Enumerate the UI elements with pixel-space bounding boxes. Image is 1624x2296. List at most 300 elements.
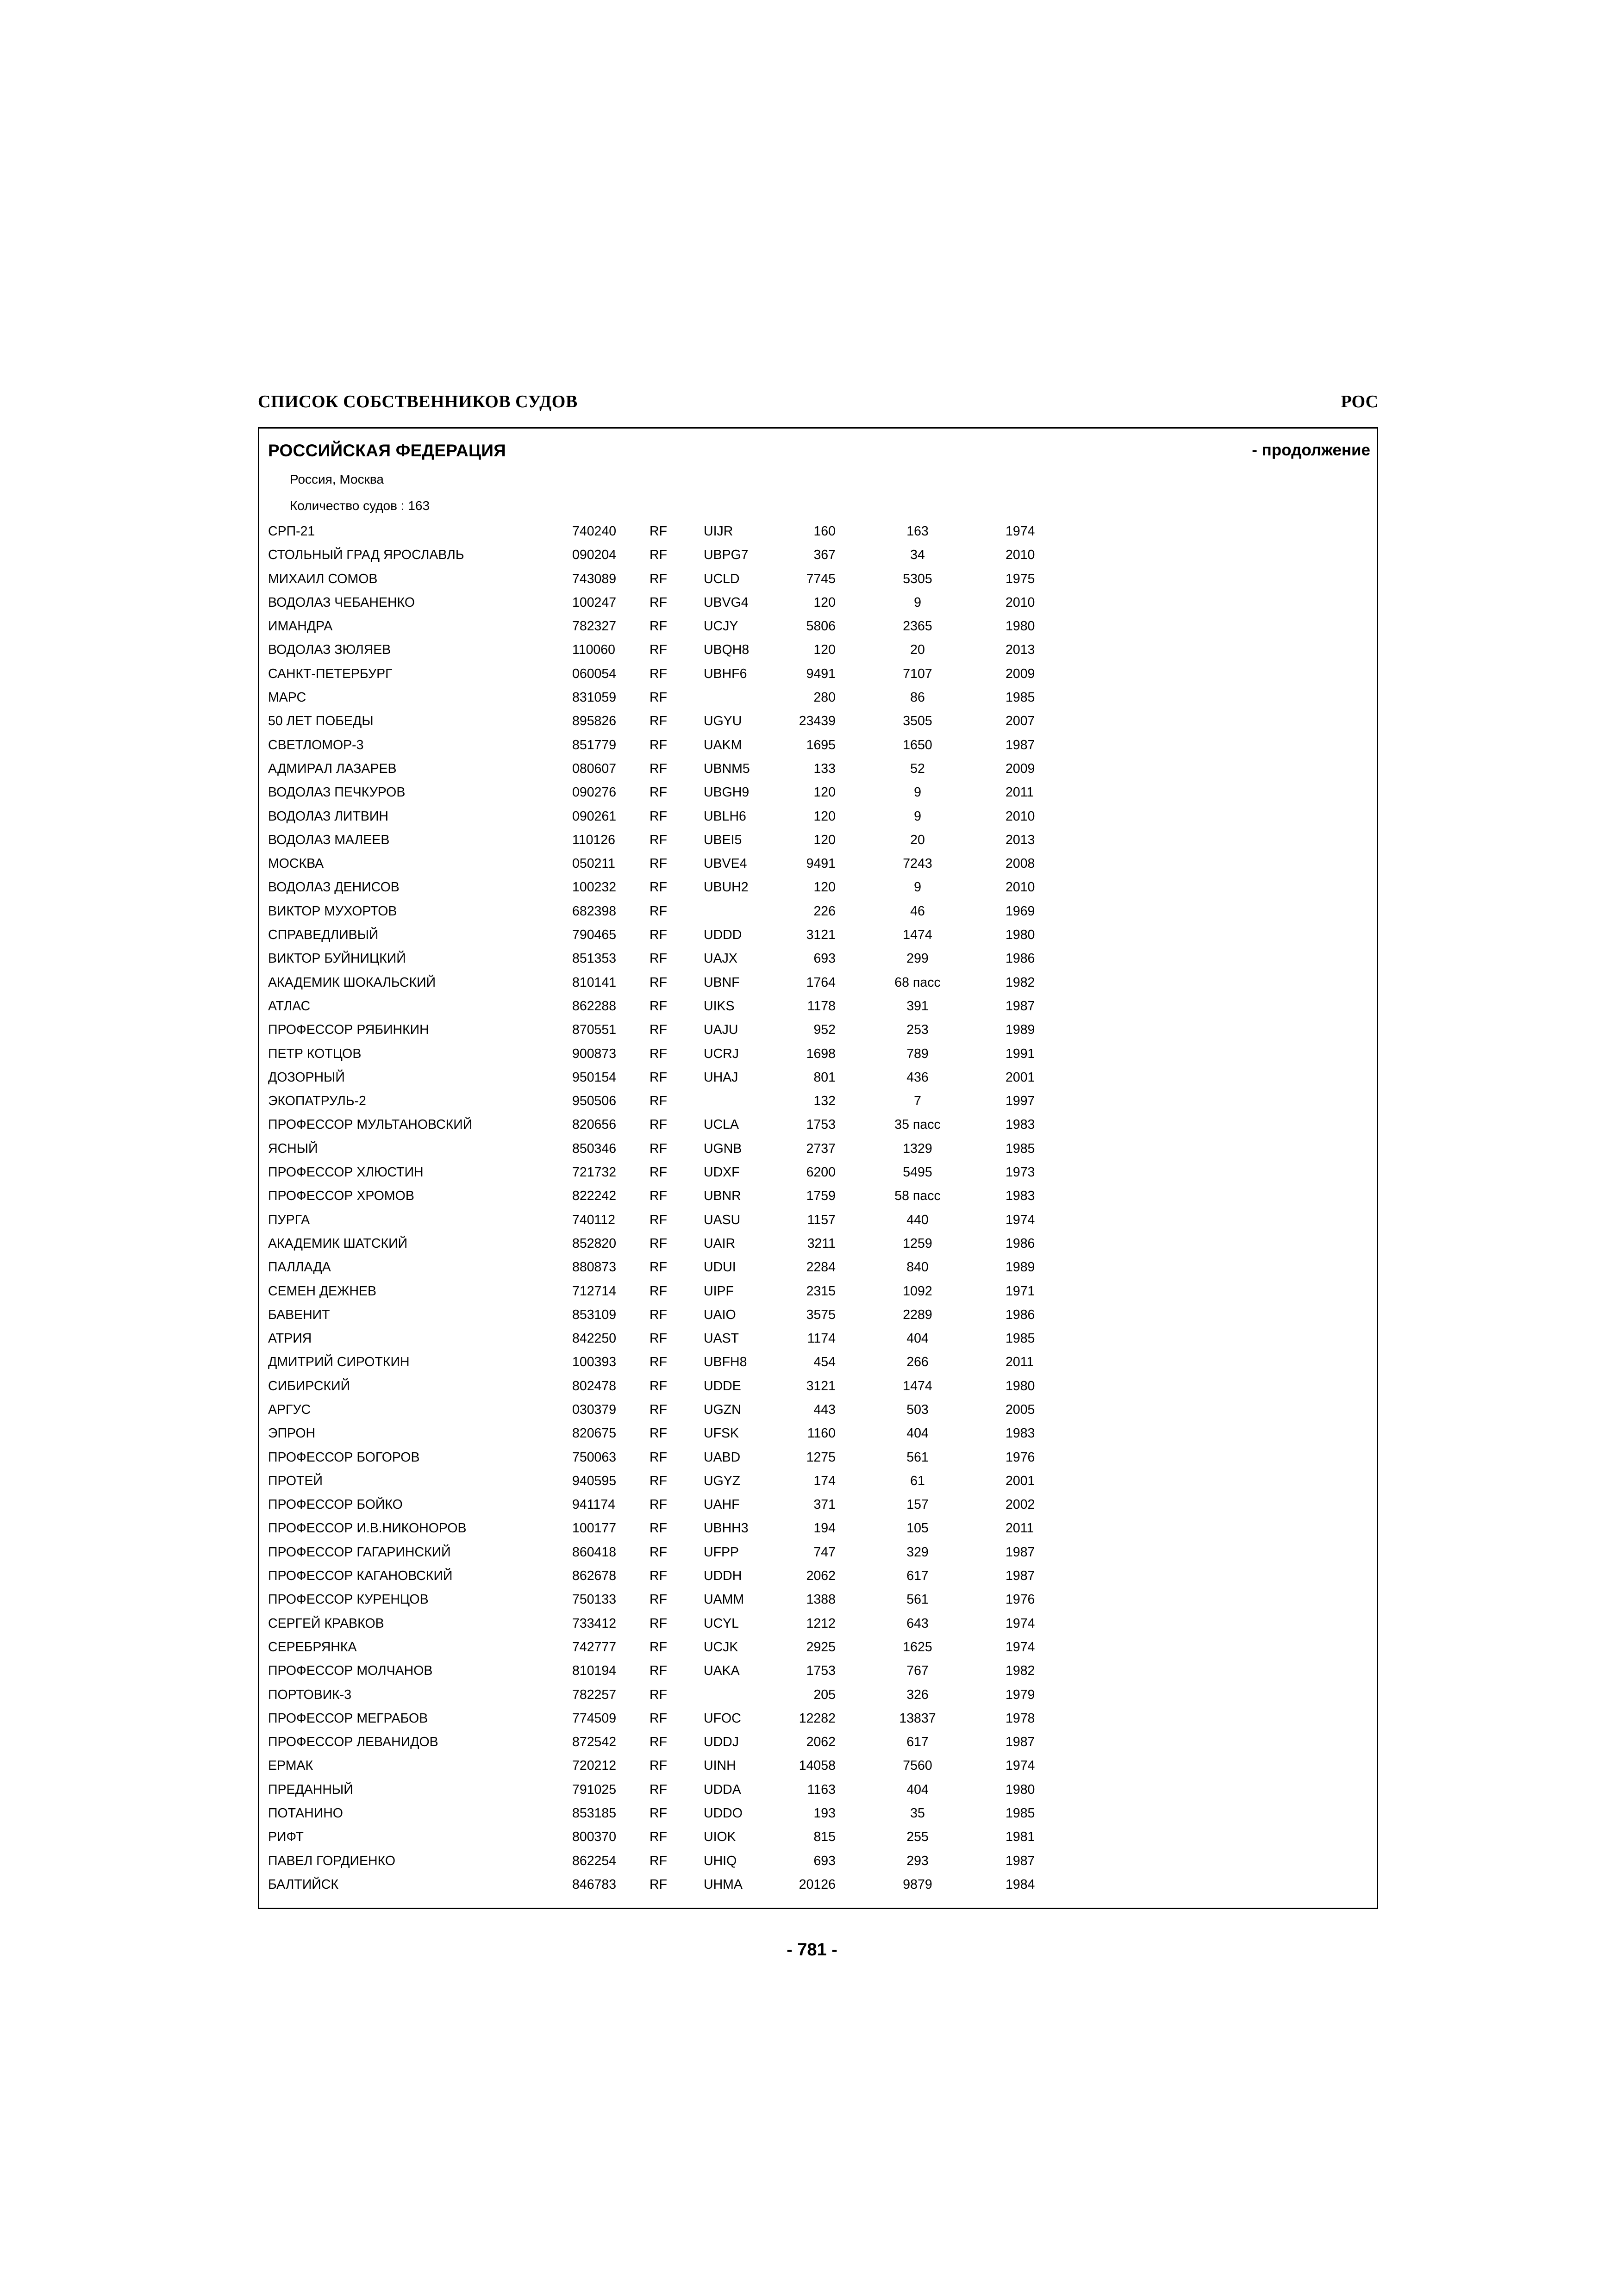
vessel-year: 1985: [1006, 690, 1035, 705]
vessel-name: ПУРГА: [268, 1212, 310, 1227]
vessel-deadweight: 86: [910, 690, 925, 705]
vessel-year: 2011: [1006, 1521, 1034, 1536]
vessel-call-sign: UFPP: [704, 1544, 739, 1560]
vessel-flag: RF: [650, 903, 667, 919]
vessel-number: 846783: [572, 1877, 617, 1892]
vessel-call-sign: UDUI: [704, 1260, 736, 1275]
vessel-flag: RF: [650, 619, 667, 634]
vessel-deadweight: 1474: [903, 1378, 932, 1394]
vessel-call-sign: UBNM5: [704, 761, 750, 776]
vessel-name: РИФТ: [268, 1829, 304, 1845]
table-row: [259, 619, 1377, 642]
vessel-name: МИХАИЛ СОМОВ: [268, 571, 378, 586]
vessel-gross-tonnage: 120: [813, 642, 836, 658]
vessel-number: 950154: [572, 1070, 617, 1085]
table-row: [259, 1117, 1377, 1141]
vessel-name: АТЛАС: [268, 998, 311, 1014]
vessel-name: ПРОФЕССОР ЛЕВАНИДОВ: [268, 1735, 438, 1750]
vessel-flag: RF: [650, 1283, 667, 1299]
vessel-deadweight: 7: [914, 1094, 921, 1109]
vessel-deadweight: 1625: [903, 1639, 932, 1655]
vessel-number: 853185: [572, 1806, 617, 1821]
vessel-number: 100393: [572, 1355, 617, 1370]
vessel-year: 2001: [1006, 1070, 1035, 1085]
vessel-gross-tonnage: 160: [813, 524, 836, 539]
vessel-call-sign: UBVE4: [704, 856, 747, 871]
country-heading: РОССИЙСКАЯ ФЕДЕРАЦИЯ: [268, 441, 506, 460]
vessel-number: 895826: [572, 714, 617, 729]
vessel-number: 900873: [572, 1046, 617, 1061]
vessel-call-sign: UCLA: [704, 1117, 739, 1132]
table-row: [259, 927, 1377, 951]
vessel-name: ПРОФЕССОР КАГАНОВСКИЙ: [268, 1568, 453, 1584]
table-row: [259, 524, 1377, 548]
vessel-number: 720212: [572, 1758, 617, 1773]
vessel-number: 100177: [572, 1521, 617, 1536]
vessel-name: СЕРЕБРЯНКА: [268, 1639, 357, 1655]
page-header: [258, 392, 1378, 419]
vessel-number: 100232: [572, 880, 617, 895]
vessel-gross-tonnage: 280: [813, 690, 836, 705]
vessel-name: ПРОФЕССОР БОЙКО: [268, 1497, 403, 1512]
vessel-year: 1980: [1006, 1782, 1035, 1797]
vessel-number: 850346: [572, 1141, 617, 1156]
vessel-flag: RF: [650, 1521, 667, 1536]
vessel-gross-tonnage: 194: [813, 1521, 836, 1536]
vessel-flag: RF: [650, 1188, 667, 1204]
vessel-deadweight: 329: [906, 1544, 929, 1560]
vessel-gross-tonnage: 6200: [806, 1165, 836, 1180]
table-row: [259, 1829, 1377, 1853]
vessel-gross-tonnage: 120: [813, 595, 836, 610]
vessel-call-sign: UBPG7: [704, 548, 749, 563]
vessel-year: 2008: [1006, 856, 1035, 871]
vessel-number: 842250: [572, 1331, 617, 1346]
vessel-gross-tonnage: 1753: [806, 1117, 836, 1132]
vessel-name: ЯСНЫЙ: [268, 1141, 318, 1156]
vessel-call-sign: UABD: [704, 1450, 741, 1465]
vessel-deadweight: 440: [906, 1212, 929, 1227]
vessel-flag: RF: [650, 1307, 667, 1322]
vessel-gross-tonnage: 174: [813, 1473, 836, 1488]
vessel-gross-tonnage: 133: [813, 761, 836, 776]
vessel-deadweight: 61: [910, 1473, 925, 1488]
vessel-number: 860418: [572, 1544, 617, 1560]
vessel-name: ВОДОЛАЗ ДЕНИСОВ: [268, 880, 400, 895]
vessel-year: 1987: [1006, 1568, 1035, 1584]
table-row: [259, 690, 1377, 714]
vessel-year: 1981: [1006, 1829, 1035, 1845]
vessel-year: 1980: [1006, 619, 1035, 634]
vessel-gross-tonnage: 1698: [806, 1046, 836, 1061]
vessel-gross-tonnage: 120: [813, 880, 836, 895]
vessel-gross-tonnage: 205: [813, 1687, 836, 1702]
vessel-call-sign: UBQH8: [704, 642, 750, 658]
vessel-number: 810141: [572, 975, 617, 990]
vessel-year: 2010: [1006, 548, 1035, 563]
vessel-flag: RF: [650, 1355, 667, 1370]
vessel-deadweight: 1474: [903, 927, 932, 943]
table-row: [259, 1497, 1377, 1521]
vessel-gross-tonnage: 23439: [799, 714, 836, 729]
vessel-call-sign: UBVG4: [704, 595, 749, 610]
vessel-gross-tonnage: 952: [813, 1022, 836, 1038]
table-row: [259, 1474, 1377, 1497]
table-row: [259, 1307, 1377, 1331]
vessel-call-sign: UHMA: [704, 1877, 743, 1892]
vessel-call-sign: UCRJ: [704, 1046, 739, 1061]
vessel-gross-tonnage: 801: [813, 1070, 836, 1085]
table-row: [259, 1735, 1377, 1758]
table-row: [259, 572, 1377, 595]
vessel-call-sign: UBNR: [704, 1188, 741, 1204]
vessel-gross-tonnage: 7745: [806, 571, 836, 586]
vessel-year: 2001: [1006, 1473, 1035, 1488]
vessel-year: 1987: [1006, 998, 1035, 1014]
vessel-number: 750063: [572, 1450, 617, 1465]
vessel-number: 782327: [572, 619, 617, 634]
vessel-name: СЕМЕН ДЕЖНЕВ: [268, 1283, 377, 1299]
vessel-number: 862254: [572, 1853, 617, 1868]
vessel-year: 1974: [1006, 1616, 1035, 1631]
vessel-year: 1980: [1006, 1378, 1035, 1394]
vessel-flag: RF: [650, 1378, 667, 1394]
vessel-name: ВОДОЛАЗ ЗЮЛЯЕВ: [268, 642, 391, 658]
vessel-gross-tonnage: 1753: [806, 1663, 836, 1679]
vessel-flag: RF: [650, 524, 667, 539]
vessel-call-sign: UBHF6: [704, 666, 747, 681]
vessel-number: 110126: [572, 832, 615, 847]
vessel-year: 1979: [1006, 1687, 1035, 1702]
vessel-flag: RF: [650, 1331, 667, 1346]
vessel-number: 880873: [572, 1260, 617, 1275]
vessel-gross-tonnage: 1160: [807, 1426, 836, 1441]
vessel-number: 774509: [572, 1711, 617, 1726]
vessel-name: ВОДОЛАЗ ЧЕБАНЕНКО: [268, 595, 415, 610]
vessel-gross-tonnage: 5806: [806, 619, 836, 634]
vessel-number: 950506: [572, 1094, 617, 1109]
vessel-gross-tonnage: 120: [813, 832, 836, 847]
vessel-flag: RF: [650, 1260, 667, 1275]
vessel-number: 851779: [572, 737, 617, 753]
table-row: [259, 951, 1377, 975]
vessel-gross-tonnage: 2737: [806, 1141, 836, 1156]
vessel-flag: RF: [650, 1117, 667, 1132]
table-row: [259, 1022, 1377, 1046]
table-row: [259, 1284, 1377, 1307]
vessel-deadweight: 326: [906, 1687, 929, 1702]
vessel-deadweight: 7243: [903, 856, 932, 871]
vessel-flag: RF: [650, 951, 667, 966]
vessel-gross-tonnage: 120: [813, 785, 836, 800]
vessel-flag: RF: [650, 1592, 667, 1607]
vessel-flag: RF: [650, 1735, 667, 1750]
table-row: [259, 1355, 1377, 1378]
table-row: [259, 1426, 1377, 1450]
vessel-call-sign: UAHF: [704, 1497, 740, 1512]
vessel-year: 1987: [1006, 1853, 1035, 1868]
vessel-name: БАЛТИЙСК: [268, 1877, 338, 1892]
vessel-year: 2011: [1006, 1355, 1034, 1370]
document-title: СПИСОК СОБСТВЕННИКОВ СУДОВ: [258, 392, 578, 411]
vessel-flag: RF: [650, 1853, 667, 1868]
vessel-call-sign: UAST: [704, 1331, 739, 1346]
owner-listing-frame: [258, 427, 1378, 1909]
vessel-year: 1974: [1006, 1639, 1035, 1655]
vessel-gross-tonnage: 3121: [806, 927, 836, 943]
vessel-name: ВИКТОР БУЙНИЦКИЙ: [268, 951, 406, 966]
vessel-year: 2011: [1006, 785, 1034, 800]
vessel-year: 1989: [1006, 1260, 1035, 1275]
vessel-number: 743089: [572, 571, 617, 586]
vessel-deadweight: 1650: [903, 737, 932, 753]
vessel-year: 1983: [1006, 1426, 1035, 1441]
vessel-year: 1985: [1006, 1331, 1035, 1346]
vessel-call-sign: UFOC: [704, 1711, 741, 1726]
vessel-deadweight: 20: [910, 832, 925, 847]
vessel-gross-tonnage: 1174: [807, 1331, 836, 1346]
vessel-flag: RF: [650, 1544, 667, 1560]
table-row: [259, 1687, 1377, 1711]
vessel-deadweight: 293: [906, 1853, 929, 1868]
table-row: [259, 761, 1377, 785]
vessel-name: ПЕТР КОТЦОВ: [268, 1046, 362, 1061]
vessel-name: АТРИЯ: [268, 1331, 312, 1346]
vessel-number: 721732: [572, 1165, 617, 1180]
vessel-deadweight: 1092: [903, 1283, 932, 1299]
vessel-name: СПРАВЕДЛИВЫЙ: [268, 927, 379, 943]
vessel-flag: RF: [650, 642, 667, 658]
vessel-deadweight: 34: [910, 548, 925, 563]
vessel-gross-tonnage: 9491: [806, 856, 836, 871]
vessel-deadweight: 253: [906, 1022, 929, 1038]
table-row: [259, 1877, 1377, 1901]
table-row: [259, 1450, 1377, 1474]
vessel-number: 090204: [572, 548, 617, 563]
vessel-count: Количество судов : 163: [290, 498, 430, 513]
vessel-call-sign: UIPF: [704, 1283, 734, 1299]
vessel-gross-tonnage: 371: [813, 1497, 836, 1512]
vessel-name: ПРЕДАННЫЙ: [268, 1782, 353, 1797]
table-row: [259, 999, 1377, 1022]
vessel-deadweight: 299: [906, 951, 929, 966]
vessel-deadweight: 7560: [903, 1758, 932, 1773]
vessel-name: СТОЛЬНЫЙ ГРАД ЯРОСЛАВЛЬ: [268, 548, 464, 563]
vessel-deadweight: 157: [906, 1497, 929, 1512]
vessel-name: ПРОФЕССОР РЯБИНКИН: [268, 1022, 429, 1038]
vessel-call-sign: UGYU: [704, 714, 742, 729]
vessel-deadweight: 1259: [903, 1236, 932, 1251]
table-row: [259, 975, 1377, 999]
table-row: [259, 595, 1377, 619]
vessel-gross-tonnage: 3575: [806, 1307, 836, 1322]
table-row: [259, 809, 1377, 833]
vessel-number: 853109: [572, 1307, 617, 1322]
vessel-deadweight: 617: [906, 1568, 929, 1584]
vessel-flag: RF: [650, 666, 667, 681]
table-row: [259, 1070, 1377, 1094]
vessel-number: 750133: [572, 1592, 617, 1607]
table-row: [259, 1165, 1377, 1188]
vessel-year: 2010: [1006, 880, 1035, 895]
vessel-deadweight: 35 пасс: [894, 1117, 941, 1132]
vessel-call-sign: UDDH: [704, 1568, 742, 1584]
vessel-deadweight: 105: [906, 1521, 929, 1536]
vessel-call-sign: UIKS: [704, 998, 735, 1014]
vessel-call-sign: UDDJ: [704, 1735, 739, 1750]
vessel-number: 682398: [572, 903, 617, 919]
vessel-deadweight: 9: [914, 880, 921, 895]
vessel-call-sign: UBFH8: [704, 1355, 747, 1370]
vessel-number: 941174: [572, 1497, 615, 1512]
vessel-call-sign: UCYL: [704, 1616, 739, 1631]
vessel-flag: RF: [650, 1094, 667, 1109]
vessel-number: 060054: [572, 666, 617, 681]
vessel-year: 2002: [1006, 1497, 1035, 1512]
vessel-flag: RF: [650, 1402, 667, 1417]
vessel-number: 872542: [572, 1735, 617, 1750]
vessel-number: 810194: [572, 1663, 617, 1679]
vessel-deadweight: 46: [910, 903, 925, 919]
vessel-name: ЕРМАК: [268, 1758, 313, 1773]
vessel-flag: RF: [650, 1426, 667, 1441]
vessel-call-sign: UASU: [704, 1212, 741, 1227]
vessel-flag: RF: [650, 1236, 667, 1251]
vessel-year: 2013: [1006, 832, 1035, 847]
vessel-name: АРГУС: [268, 1402, 311, 1417]
vessel-gross-tonnage: 747: [813, 1544, 836, 1560]
vessel-deadweight: 503: [906, 1402, 929, 1417]
table-row: [259, 856, 1377, 880]
table-row: [259, 1663, 1377, 1687]
vessel-call-sign: UCJK: [704, 1639, 738, 1655]
vessel-name: СВЕТЛОМОР-3: [268, 737, 364, 753]
vessel-year: 2009: [1006, 761, 1035, 776]
vessel-gross-tonnage: 3121: [806, 1378, 836, 1394]
vessel-call-sign: UBLH6: [704, 809, 746, 824]
vessel-gross-tonnage: 132: [813, 1094, 836, 1109]
vessel-number: 820656: [572, 1117, 617, 1132]
vessel-name: ИМАНДРА: [268, 619, 333, 634]
vessel-flag: RF: [650, 1450, 667, 1465]
vessel-deadweight: 163: [906, 524, 929, 539]
vessel-deadweight: 9: [914, 809, 921, 824]
table-row: [259, 1236, 1377, 1260]
table-row: [259, 1806, 1377, 1829]
vessel-year: 1969: [1006, 903, 1035, 919]
vessel-number: 110060: [572, 642, 615, 658]
vessel-deadweight: 35: [910, 1806, 925, 1821]
table-row: [259, 1545, 1377, 1568]
vessel-flag: RF: [650, 1877, 667, 1892]
vessel-deadweight: 617: [906, 1735, 929, 1750]
vessel-flag: RF: [650, 785, 667, 800]
vessel-year: 2010: [1006, 809, 1035, 824]
vessel-number: 740240: [572, 524, 617, 539]
vessel-call-sign: UAKA: [704, 1663, 740, 1679]
vessel-name: АКАДЕМИК ШАТСКИЙ: [268, 1236, 408, 1251]
vessel-flag: RF: [650, 1212, 667, 1227]
vessel-gross-tonnage: 2284: [806, 1260, 836, 1275]
table-row: [259, 1213, 1377, 1236]
table-row: [259, 1402, 1377, 1426]
table-row: [259, 904, 1377, 927]
vessel-number: 790465: [572, 927, 617, 943]
vessel-call-sign: UBEI5: [704, 832, 742, 847]
vessel-flag: RF: [650, 714, 667, 729]
vessel-year: 1976: [1006, 1450, 1035, 1465]
table-row: [259, 1782, 1377, 1806]
vessel-flag: RF: [650, 927, 667, 943]
vessel-name: ВОДОЛАЗ МАЛЕЕВ: [268, 832, 390, 847]
vessel-name: ПОТАНИНО: [268, 1806, 343, 1821]
table-row: [259, 666, 1377, 690]
vessel-gross-tonnage: 2925: [806, 1639, 836, 1655]
owner-location: Россия, Москва: [290, 472, 384, 486]
table-row: [259, 1640, 1377, 1663]
vessel-flag: RF: [650, 1663, 667, 1679]
vessel-deadweight: 2365: [903, 619, 932, 634]
vessel-number: 030379: [572, 1402, 617, 1417]
vessel-year: 1982: [1006, 975, 1035, 990]
vessel-list: [259, 524, 1377, 1901]
vessel-name: ВОДОЛАЗ ПЕЧКУРОВ: [268, 785, 406, 800]
vessel-deadweight: 5305: [903, 571, 932, 586]
vessel-number: 802478: [572, 1378, 617, 1394]
vessel-deadweight: 52: [910, 761, 925, 776]
vessel-flag: RF: [650, 1141, 667, 1156]
vessel-name: САНКТ-ПЕТЕРБУРГ: [268, 666, 393, 681]
vessel-name: ПАВЕЛ ГОРДИЕНКО: [268, 1853, 396, 1868]
vessel-name: СЕРГЕЙ КРАВКОВ: [268, 1616, 384, 1631]
vessel-gross-tonnage: 1212: [806, 1616, 836, 1631]
vessel-gross-tonnage: 20126: [799, 1877, 836, 1892]
table-row: [259, 880, 1377, 903]
vessel-flag: RF: [650, 1165, 667, 1180]
vessel-name: 50 ЛЕТ ПОБЕДЫ: [268, 714, 374, 729]
vessel-year: 1986: [1006, 951, 1035, 966]
vessel-year: 2010: [1006, 595, 1035, 610]
vessel-call-sign: UINH: [704, 1758, 736, 1773]
table-row: [259, 1379, 1377, 1402]
vessel-name: МОСКВА: [268, 856, 324, 871]
vessel-year: 1991: [1006, 1046, 1035, 1061]
table-row: [259, 1521, 1377, 1544]
vessel-year: 1986: [1006, 1236, 1035, 1251]
vessel-name: АДМИРАЛ ЛАЗАРЕВ: [268, 761, 397, 776]
vessel-flag: RF: [650, 1497, 667, 1512]
vessel-call-sign: UFSK: [704, 1426, 739, 1441]
vessel-number: 742777: [572, 1639, 617, 1655]
vessel-number: 100247: [572, 595, 617, 610]
vessel-flag: RF: [650, 998, 667, 1014]
vessel-gross-tonnage: 693: [813, 1853, 836, 1868]
vessel-number: 712714: [572, 1283, 617, 1299]
table-row: [259, 785, 1377, 809]
table-row: [259, 1758, 1377, 1782]
vessel-call-sign: UBHH3: [704, 1521, 749, 1536]
vessel-deadweight: 3505: [903, 714, 932, 729]
vessel-year: 1976: [1006, 1592, 1035, 1607]
table-row: [259, 1568, 1377, 1592]
vessel-flag: RF: [650, 595, 667, 610]
table-row: [259, 1141, 1377, 1165]
vessel-name: ПРОФЕССОР МУЛЬТАНОВСКИЙ: [268, 1117, 473, 1132]
vessel-flag: RF: [650, 1568, 667, 1584]
vessel-call-sign: UAJX: [704, 951, 737, 966]
vessel-flag: RF: [650, 1639, 667, 1655]
vessel-year: 1985: [1006, 1806, 1035, 1821]
